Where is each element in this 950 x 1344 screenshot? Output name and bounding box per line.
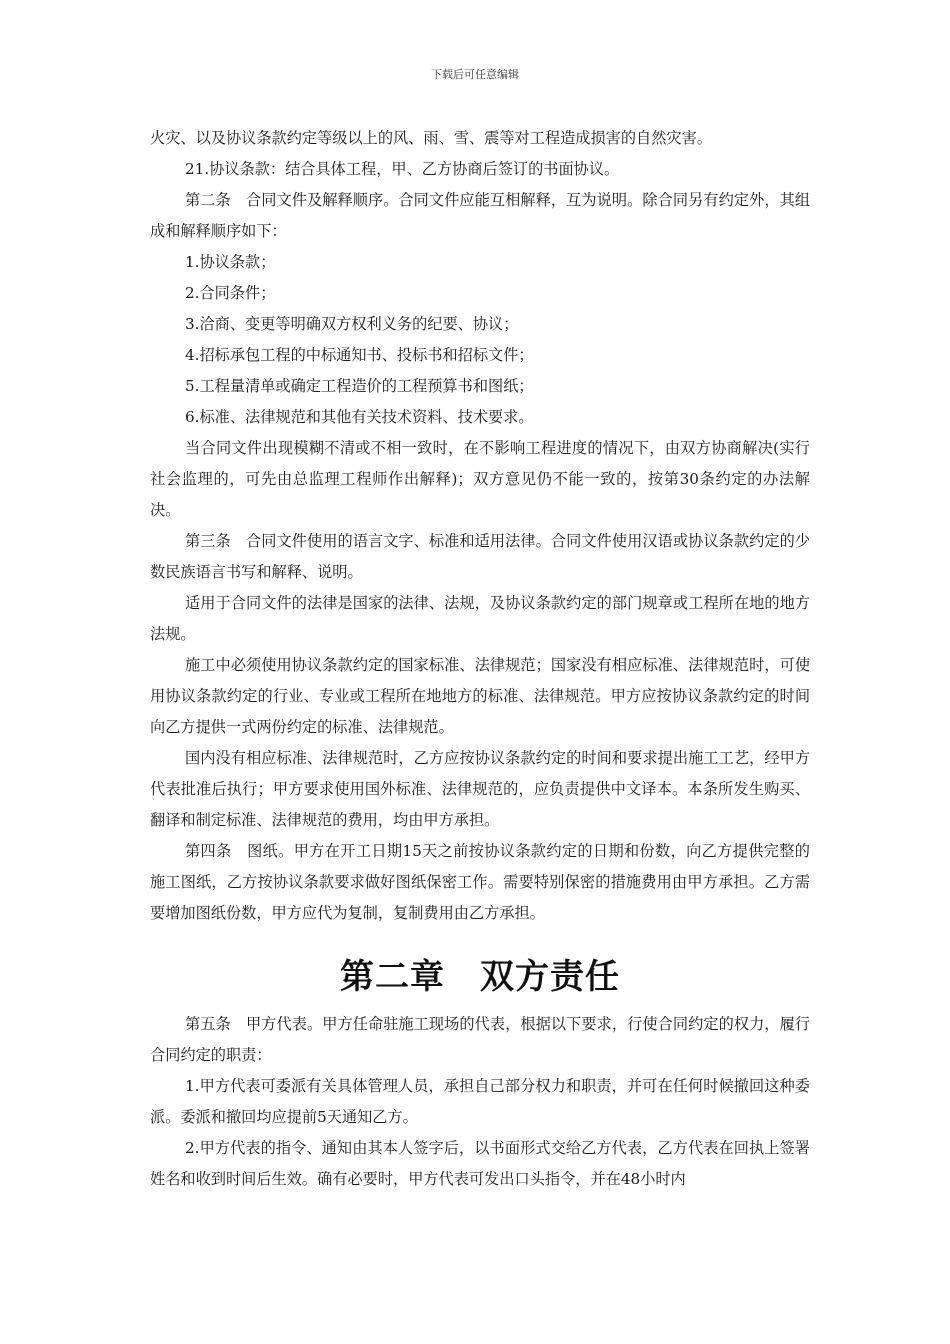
paragraph: 第二条 合同文件及解释顺序。合同文件应能互相解释，互为说明。除合同另有约定外，其组成和解释顺序如下： bbox=[150, 191, 810, 240]
page-header: 下载后可任意编辑 bbox=[431, 68, 519, 81]
section-before-chapter bbox=[150, 123, 810, 929]
chapter-title: 第二章 双方责任 bbox=[340, 957, 620, 997]
paragraph: 6.标准、法律规范和其他有关技术资料、技术要求。 bbox=[185, 408, 534, 426]
paragraph: 适用于合同文件的法律是国家的法律、法规，及协议条款约定的部门规章或工程所在地的地方法规。 bbox=[150, 594, 810, 643]
paragraph: 施工中必须使用协议条款约定的国家标准、法律规范；国家没有相应标准、法律规范时，可使用协议条款约定的行业、专业或工程所在地地方的标准、法律规范。甲方应按协议条款约定的时间向乙方提供一式两份约定的标准、法律规范。 bbox=[150, 656, 810, 736]
document-body bbox=[150, 123, 810, 1195]
paragraph: 1.协议条款； bbox=[185, 253, 276, 271]
paragraph: 当合同文件出现模糊不清或不相一致时，在不影响工程进度的情况下，由双方协商解决(实行社会监理的，可先由总监理工程师作出解释)；双方意见仍不能一致的，按第30条约定的办法解决。 bbox=[150, 439, 810, 519]
paragraph: 国内没有相应标准、法律规范时，乙方应按协议条款约定的时间和要求提出施工工艺，经甲方代表批准后执行；甲方要求使用国外标准、法律规范的，应负责提供中文译本。本条所发生购买、翻译和制定标准、法律规范的费用，均由甲方承担。 bbox=[150, 749, 810, 829]
paragraph: 5.工程量清单或确定工程造价的工程预算书和图纸； bbox=[185, 377, 534, 395]
paragraph: 4.招标承包工程的中标通知书、投标书和招标文件； bbox=[185, 346, 534, 364]
paragraph: 火灾、以及协议条款约定等级以上的风、雨、雪、震等对工程造成损害的自然灾害。 bbox=[150, 129, 712, 147]
paragraph: 第五条 甲方代表。甲方任命驻施工现场的代表，根据以下要求，行使合同约定的权力，履行合同约定的职责： bbox=[150, 1015, 810, 1064]
paragraph: 第四条 图纸。甲方在开工日期15天之前按协议条款约定的日期和份数，向乙方提供完整的施工图纸，乙方按协议条款要求做好图纸保密工作。需要特别保密的措施费用由甲方承担。乙方需要增加图纸份数，甲方应代为复制，复制费用由乙方承担。 bbox=[150, 842, 810, 922]
paragraph: 第三条 合同文件使用的语言文字、标准和适用法律。合同文件使用汉语或协议条款约定的少数民族语言书写和解释、说明。 bbox=[150, 532, 810, 581]
paragraph: 1.甲方代表可委派有关具体管理人员，承担自己部分权力和职责，并可在任何时候撤回这种委派。委派和撤回均应提前5天通知乙方。 bbox=[150, 1077, 810, 1126]
paragraph: 2.合同条件； bbox=[185, 284, 276, 302]
paragraph: 21.协议条款：结合具体工程，甲、乙方协商后签订的书面协议。 bbox=[185, 160, 620, 178]
section-after-chapter bbox=[150, 1009, 810, 1195]
paragraph: 3.洽商、变更等明确双方权利义务的纪要、协议； bbox=[185, 315, 519, 333]
paragraph: 2.甲方代表的指令、通知由其本人签字后，以书面形式交给乙方代表，乙方代表在回执上签署姓名和收到时间后生效。确有必要时，甲方代表可发出口头指令，并在48小时内 bbox=[150, 1139, 810, 1188]
